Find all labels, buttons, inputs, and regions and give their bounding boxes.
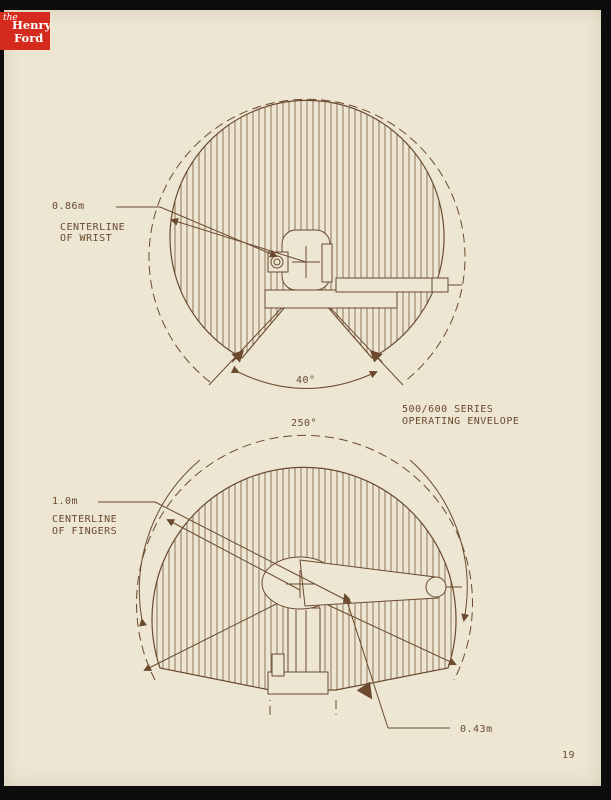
caption-line2: OPERATING ENVELOPE: [402, 416, 520, 427]
centerline-wrist-line2: OF WRIST: [60, 233, 113, 244]
henry-ford-logo: [0, 12, 50, 50]
wrist-angle-label: 40°: [296, 375, 316, 386]
fingers-reach-label: 1.0m: [52, 496, 79, 507]
caption-line1: 500/600 SERIES: [402, 404, 494, 415]
page-number: 19: [562, 750, 576, 761]
logo-henry: Henry: [12, 18, 52, 32]
fingers-angle-label: 250°: [291, 418, 318, 429]
wrist-envelope-diagram: [116, 99, 465, 388]
wrist-reach-label: 0.86m: [52, 201, 85, 212]
inner-reach-label: 0.43m: [460, 724, 493, 735]
centerline-fingers-line2: OF FINGERS: [52, 526, 118, 537]
logo-the: the: [3, 13, 18, 23]
wrist-envelope-hatched-region: [170, 100, 444, 358]
centerline-wrist-line1: CENTERLINE: [60, 222, 126, 233]
inner-reach-arrow-2: [366, 690, 370, 696]
logo-ford: Ford: [14, 31, 44, 45]
centerline-fingers-line1: CENTERLINE: [52, 514, 118, 525]
fingers-envelope-diagram: [98, 435, 473, 728]
